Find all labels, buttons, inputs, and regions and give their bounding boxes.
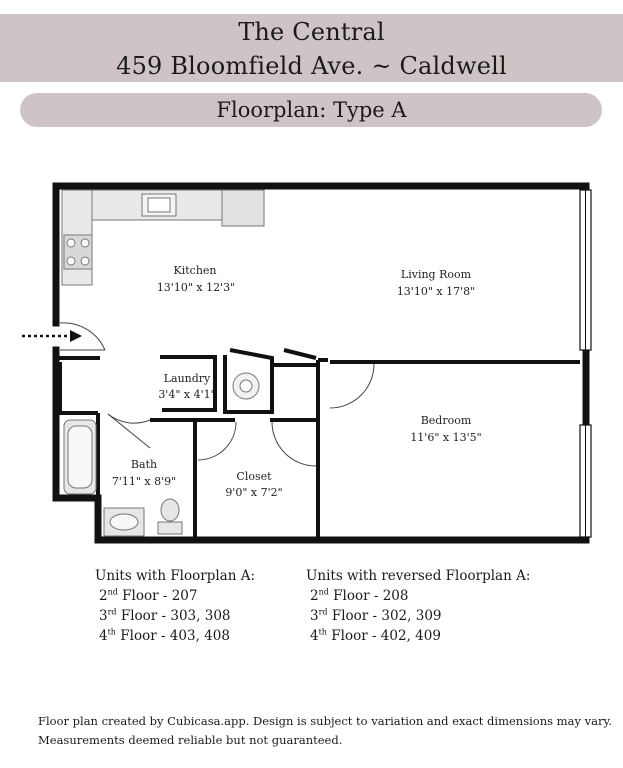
laundry-appliance (233, 373, 259, 399)
bedroom-name: Bedroom (420, 414, 472, 427)
bath-dims: 7'11" x 8'9" (111, 475, 177, 488)
plan-title: Floorplan: Type A (216, 98, 407, 122)
kitchen-dims: 13'10" x 12'3" (156, 281, 236, 294)
floorplan-drawing (0, 170, 623, 550)
closet-dims: 9'0" x 7'2" (225, 486, 283, 499)
footer-disclaimer-2: Measurements deemed reliable but not guaranteed. (38, 733, 343, 747)
laundry-name: Laundry (163, 372, 211, 385)
kitchen-name: Kitchen (173, 264, 217, 277)
bedroom-dims: 11'6" x 13'5" (410, 431, 482, 444)
closet-name: Closet (236, 470, 272, 483)
units-a-row-4: 4th Floor - 403, 408 (99, 627, 230, 644)
footer-disclaimer-1: Floor plan created by Cubicasa.app. Design is subject to variation and exact dimensions may vary. (38, 714, 613, 728)
units-a-row-3: 3rd Floor - 303, 308 (99, 607, 231, 624)
laundry-dims: 3'4" x 4'1" (158, 388, 216, 401)
units-reversed-heading: Units with reversed Floorplan A: (306, 568, 531, 584)
units-reversed-row-3: 3rd Floor - 302, 309 (310, 607, 442, 624)
units-reversed-row-4: 4th Floor - 402, 409 (310, 627, 441, 644)
building-name: The Central (238, 18, 385, 46)
entry-arrow (22, 330, 82, 342)
units-a-row-2: 2nd Floor - 207 (99, 587, 198, 604)
kitchen-counter (62, 190, 264, 285)
living-room-name: Living Room (400, 268, 472, 281)
units-reversed-row-2: 2nd Floor - 208 (310, 587, 409, 604)
living-room-dims: 13'10" x 17'8" (396, 285, 476, 298)
building-address: 459 Bloomfield Ave. ~ Caldwell (116, 52, 507, 80)
bath-name: Bath (130, 458, 158, 471)
units-a-heading: Units with Floorplan A: (95, 568, 256, 584)
